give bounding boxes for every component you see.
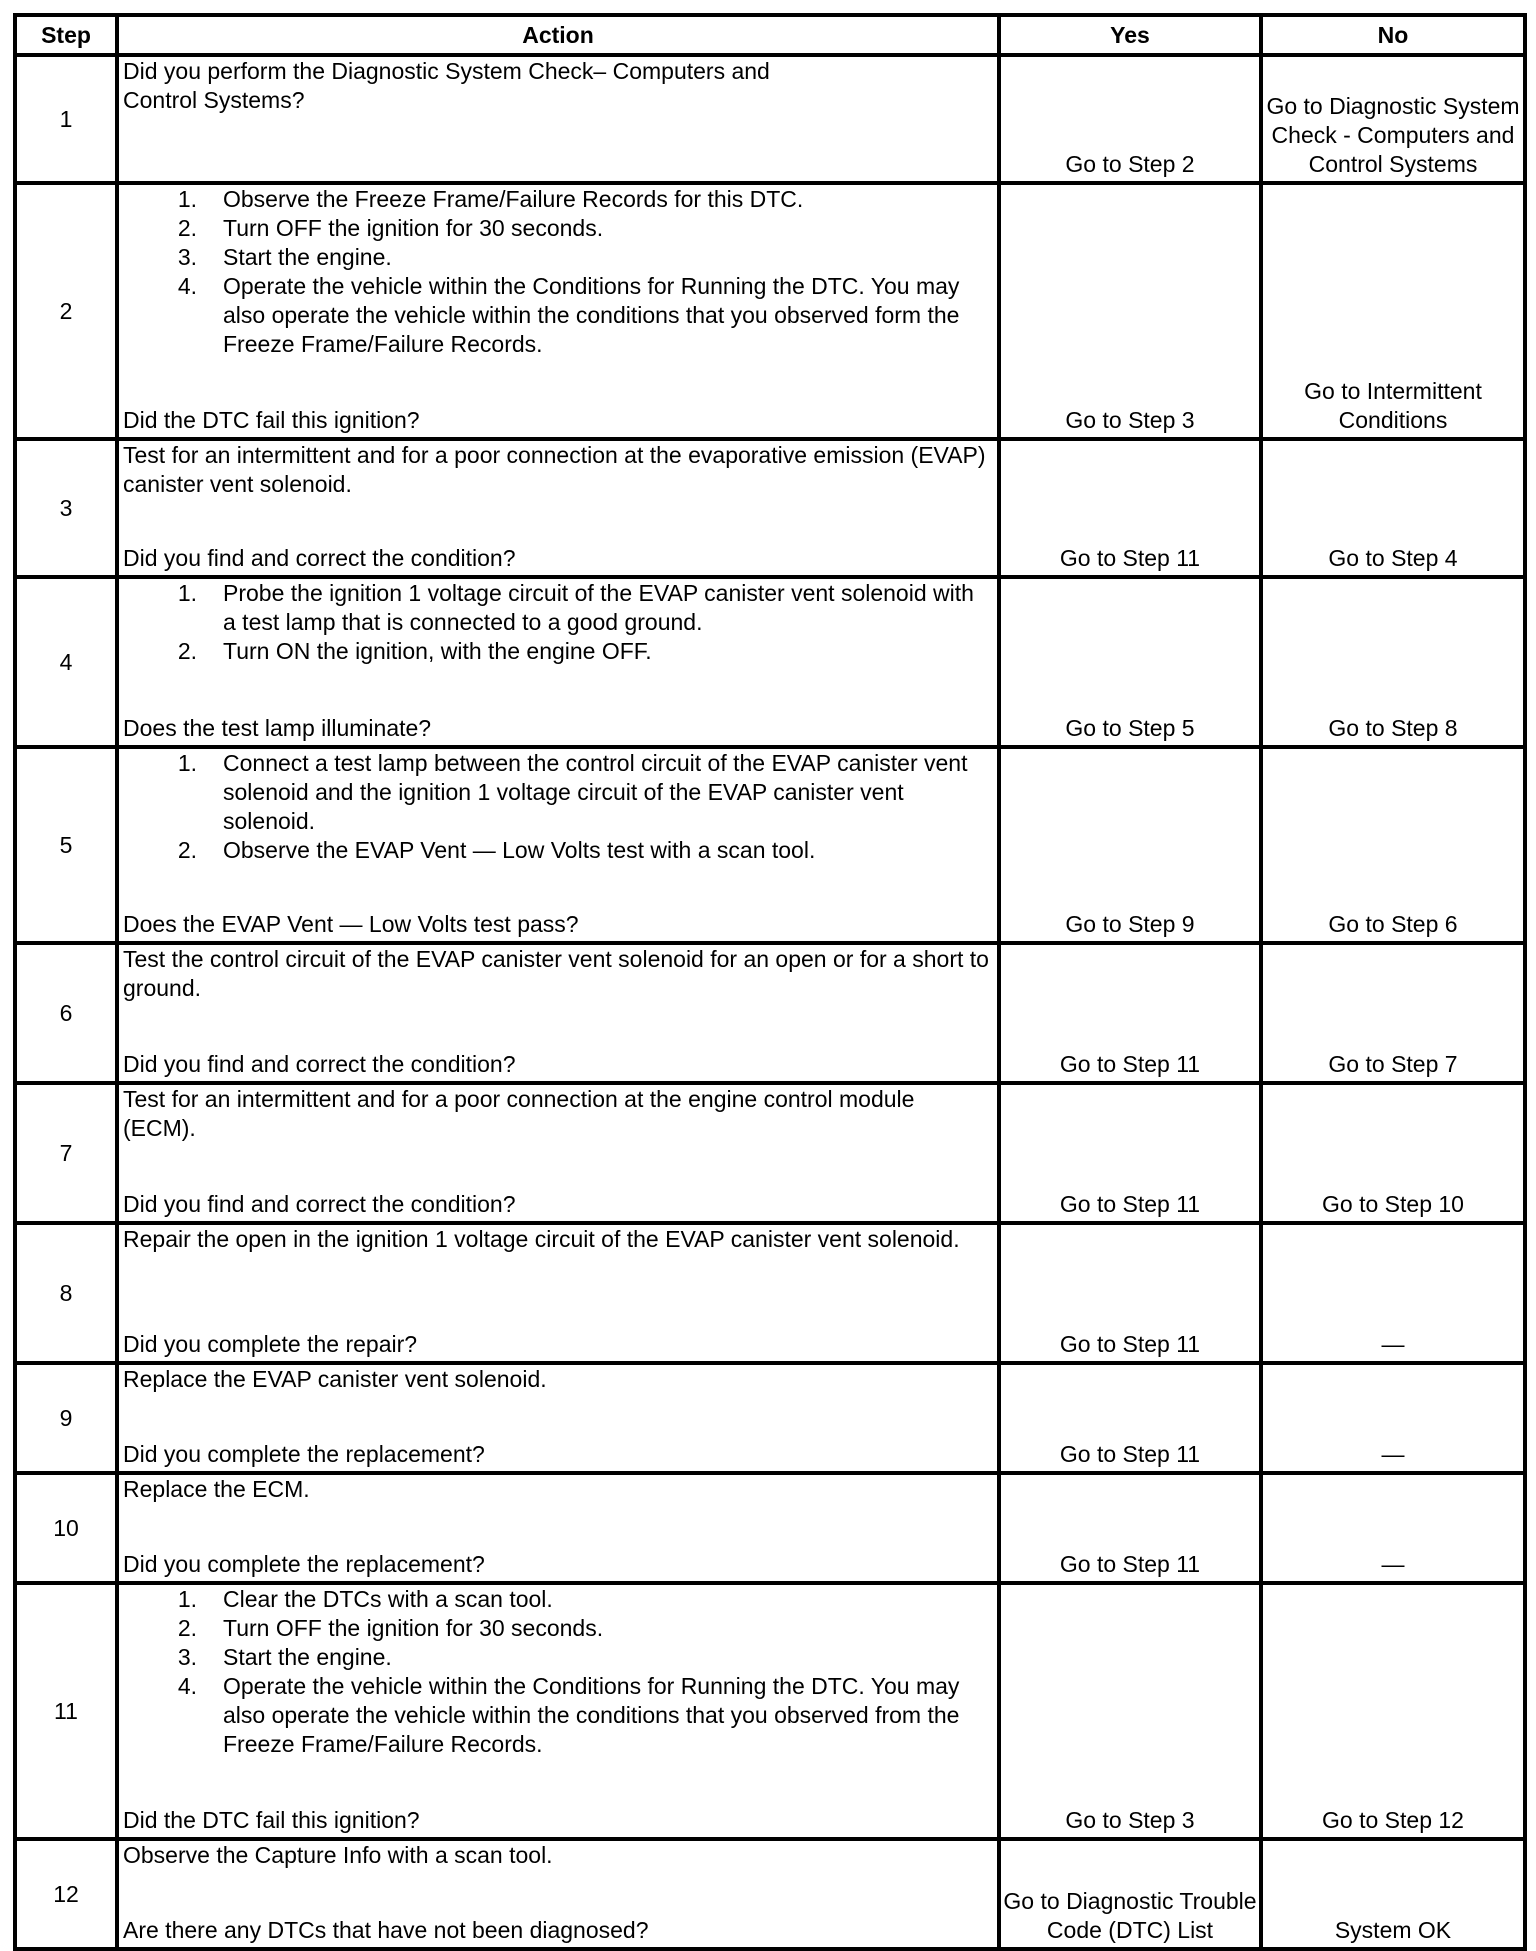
procedure-item-text: Start the engine. — [223, 244, 392, 270]
table-row — [15, 1583, 1525, 1839]
step-number: 5 — [15, 747, 117, 943]
procedure-item-number: 4. — [177, 1673, 197, 1699]
procedure-item-number: 2. — [177, 215, 197, 241]
action-text: Observe the Capture Info with a scan tool. — [123, 1842, 553, 1868]
action-cell — [117, 943, 999, 1083]
yes-result: Go to Step 3 — [999, 183, 1261, 439]
header-yes: Yes — [999, 15, 1261, 55]
table-row — [15, 55, 1525, 183]
procedure-item — [123, 1643, 993, 1672]
procedure-item — [123, 1585, 993, 1614]
no-result: Go to Intermittent Conditions — [1261, 183, 1525, 439]
action-cell — [117, 1083, 999, 1223]
no-result: Go to Step 6 — [1261, 747, 1525, 943]
table-row — [15, 1083, 1525, 1223]
table-row — [15, 747, 1525, 943]
procedure-item-text: Operate the vehicle within the Conditions for Running the DTC. You may also operate the vehicle within the conditions that you observed form the Freeze Frame/Failure Records. — [223, 273, 960, 357]
no-result: — — [1261, 1223, 1525, 1363]
procedure-item-number: 3. — [177, 244, 197, 270]
action-text: Test the control circuit of the EVAP canister vent solenoid for an open or for a short to ground. — [123, 946, 989, 1001]
procedure-item — [123, 749, 993, 836]
action-cell — [117, 439, 999, 577]
step-number: 4 — [15, 577, 117, 747]
action-text: Replace the EVAP canister vent solenoid. — [123, 1366, 547, 1392]
yes-result: Go to Diagnostic Trouble Code (DTC) List — [999, 1839, 1261, 1949]
action-cell — [117, 1839, 999, 1949]
procedure-item-text: Turn OFF the ignition for 30 seconds. — [223, 1615, 604, 1641]
procedure-item-text: Turn ON the ignition, with the engine OFF. — [223, 638, 652, 664]
action-question: Did the DTC fail this ignition? — [123, 1807, 420, 1833]
procedure-item — [123, 637, 993, 666]
yes-result: Go to Step 11 — [999, 439, 1261, 577]
step-number: 1 — [15, 55, 117, 183]
yes-result: Go to Step 11 — [999, 1473, 1261, 1583]
procedure-item — [123, 579, 993, 637]
procedure-item — [123, 214, 993, 243]
header-no: No — [1261, 15, 1525, 55]
procedure-item-number: 1. — [177, 1586, 197, 1612]
action-text: Replace the ECM. — [123, 1476, 310, 1502]
action-question: Did you find and correct the condition? — [123, 1191, 516, 1217]
table-row — [15, 1839, 1525, 1949]
table-row — [15, 943, 1525, 1083]
procedure-item-number: 2. — [177, 638, 197, 664]
diagnostic-table — [13, 13, 1527, 1951]
procedure-item — [123, 243, 993, 272]
table-row — [15, 577, 1525, 747]
action-text: Did you perform the Diagnostic System Check– Computers and Control Systems? — [123, 58, 770, 113]
yes-result: Go to Step 11 — [999, 1363, 1261, 1473]
table-body — [15, 55, 1525, 1949]
step-number: 3 — [15, 439, 117, 577]
procedure-list — [123, 749, 993, 865]
step-number: 8 — [15, 1223, 117, 1363]
step-number: 7 — [15, 1083, 117, 1223]
action-question: Does the test lamp illuminate? — [123, 715, 432, 741]
yes-result: Go to Step 3 — [999, 1583, 1261, 1839]
procedure-item — [123, 272, 993, 359]
procedure-item-text: Observe the EVAP Vent — Low Volts test with a scan tool. — [223, 837, 816, 863]
action-question: Does the EVAP Vent — Low Volts test pass? — [123, 911, 579, 937]
table-row — [15, 183, 1525, 439]
action-question: Did you complete the repair? — [123, 1331, 418, 1357]
no-result: System OK — [1261, 1839, 1525, 1949]
no-result: Go to Step 4 — [1261, 439, 1525, 577]
yes-result: Go to Step 5 — [999, 577, 1261, 747]
procedure-item-number: 3. — [177, 1644, 197, 1670]
action-description — [123, 441, 993, 544]
procedure-item — [123, 1672, 993, 1759]
no-result: Go to Step 8 — [1261, 577, 1525, 747]
action-cell — [117, 1473, 999, 1583]
action-description — [123, 579, 993, 714]
no-result: Go to Diagnostic System Check - Computers and Control Systems — [1261, 55, 1525, 183]
action-description — [123, 185, 993, 406]
procedure-item-text: Operate the vehicle within the Conditions for Running the DTC. You may also operate the vehicle within the conditions that you observed from the Freeze Frame/Failure Records. — [223, 1673, 960, 1757]
procedure-item-number: 4. — [177, 273, 197, 299]
procedure-item-number: 1. — [177, 186, 197, 212]
action-description — [123, 57, 993, 181]
procedure-item — [123, 185, 993, 214]
step-number: 10 — [15, 1473, 117, 1583]
procedure-list — [123, 1585, 993, 1759]
procedure-list — [123, 185, 993, 359]
procedure-item-number: 2. — [177, 1615, 197, 1641]
action-question: Did you complete the replacement? — [123, 1551, 485, 1577]
procedure-item-text: Clear the DTCs with a scan tool. — [223, 1586, 553, 1612]
action-cell — [117, 1363, 999, 1473]
procedure-item-text: Observe the Freeze Frame/Failure Records for this DTC. — [223, 186, 804, 212]
action-cell — [117, 55, 999, 183]
procedure-item-number: 1. — [177, 580, 197, 606]
action-description — [123, 1085, 993, 1190]
action-description — [123, 749, 993, 910]
table-row — [15, 1473, 1525, 1583]
procedure-item — [123, 1614, 993, 1643]
action-question: Did you complete the replacement? — [123, 1441, 485, 1467]
diagnostic-table-container — [13, 13, 1523, 1943]
procedure-item-text: Start the engine. — [223, 1644, 392, 1670]
action-description — [123, 1475, 993, 1550]
action-question: Are there any DTCs that have not been diagnosed? — [123, 1917, 649, 1943]
yes-result: Go to Step 2 — [999, 55, 1261, 183]
procedure-item — [123, 836, 993, 865]
action-question: Did you find and correct the condition? — [123, 545, 516, 571]
step-number: 6 — [15, 943, 117, 1083]
action-text: Repair the open in the ignition 1 voltage circuit of the EVAP canister vent solenoid. — [123, 1226, 960, 1252]
procedure-item-text: Probe the ignition 1 voltage circuit of the EVAP canister vent solenoid with a test lamp that is connected to a good ground. — [223, 580, 974, 635]
action-cell — [117, 1583, 999, 1839]
no-result: Go to Step 12 — [1261, 1583, 1525, 1839]
step-number: 12 — [15, 1839, 117, 1949]
no-result: — — [1261, 1363, 1525, 1473]
yes-result: Go to Step 11 — [999, 1083, 1261, 1223]
action-cell — [117, 183, 999, 439]
procedure-item-number: 2. — [177, 837, 197, 863]
action-description — [123, 1365, 993, 1440]
action-text: Test for an intermittent and for a poor connection at the engine control module (ECM). — [123, 1086, 915, 1141]
action-description — [123, 1225, 993, 1330]
header-action: Action — [117, 15, 999, 55]
yes-result: Go to Step 11 — [999, 943, 1261, 1083]
no-result: — — [1261, 1473, 1525, 1583]
procedure-list — [123, 579, 993, 666]
action-cell — [117, 1223, 999, 1363]
yes-result: Go to Step 11 — [999, 1223, 1261, 1363]
action-text: Test for an intermittent and for a poor connection at the evaporative emission (EVAP) canister vent solenoid. — [123, 442, 986, 497]
header-row — [15, 15, 1525, 55]
action-question: Did the DTC fail this ignition? — [123, 407, 420, 433]
header-step: Step — [15, 15, 117, 55]
step-number: 9 — [15, 1363, 117, 1473]
procedure-item-text: Connect a test lamp between the control circuit of the EVAP canister vent solenoid and the ignition 1 voltage circuit of the EVAP canister vent solenoid. — [223, 750, 968, 834]
table-row — [15, 439, 1525, 577]
no-result: Go to Step 7 — [1261, 943, 1525, 1083]
no-result: Go to Step 10 — [1261, 1083, 1525, 1223]
yes-result: Go to Step 9 — [999, 747, 1261, 943]
action-description — [123, 1841, 993, 1916]
action-description — [123, 1585, 993, 1806]
action-cell — [117, 577, 999, 747]
procedure-item-text: Turn OFF the ignition for 30 seconds. — [223, 215, 604, 241]
table-row — [15, 1223, 1525, 1363]
table-row — [15, 1363, 1525, 1473]
action-description — [123, 945, 993, 1050]
step-number: 11 — [15, 1583, 117, 1839]
procedure-item-number: 1. — [177, 750, 197, 776]
action-question: Did you find and correct the condition? — [123, 1051, 516, 1077]
action-cell — [117, 747, 999, 943]
step-number: 2 — [15, 183, 117, 439]
